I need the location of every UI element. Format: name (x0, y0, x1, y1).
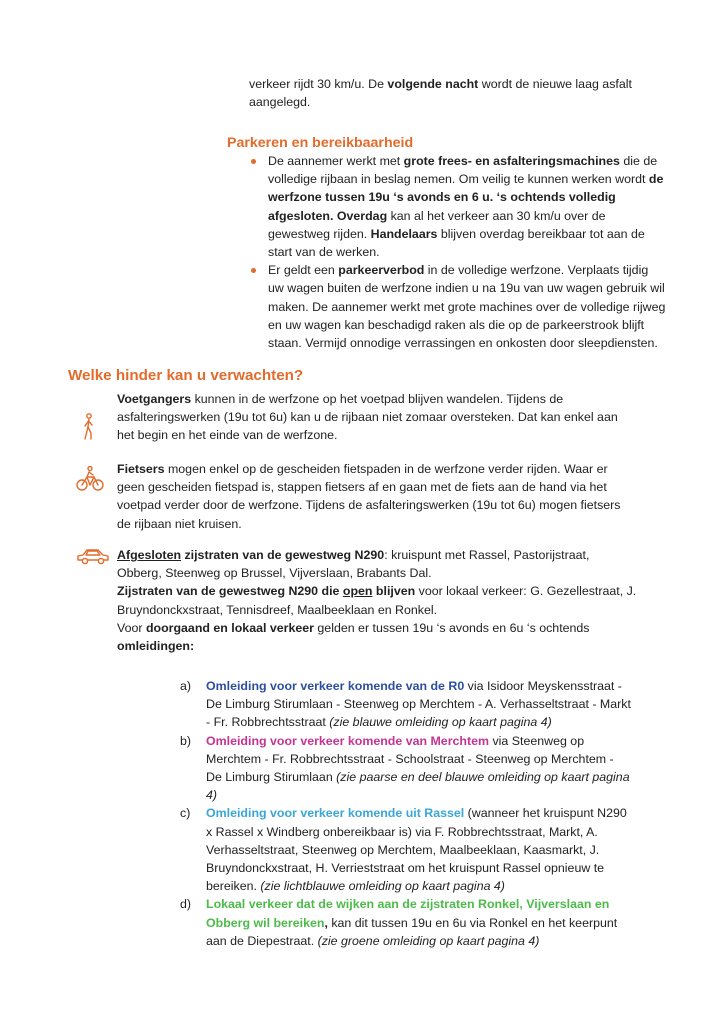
detours-list (180, 677, 632, 950)
detour-title: Omleiding voor verkeer komende uit Rassel (206, 806, 465, 821)
text: Voor (117, 620, 146, 635)
cyclists-paragraph (117, 460, 637, 533)
detour-text: via Steenweg op Merchtem - Fr. Robbrechtsstraat - Schoolstraat - Steenweg op Merchtem - De Limburg Stirumlaan (206, 733, 614, 785)
intro-paragraph (249, 75, 669, 111)
cyclists-text: mogen enkel op de gescheiden fietspaden in de werfzone verder rijden. Waar er geen gescheiden fietspad is, stappen fietsers af en gaan met de fiets aan de hand via het voetpad verder door de werfzone. Tijdens de asfalteringswerken (19u tot 6u) mogen fietsers de rijbaan niet kruisen. (117, 462, 621, 531)
list-marker: c) (180, 806, 191, 821)
pedestrian-label: Voetgangers (117, 392, 192, 406)
bold-text: parkeerverbod (338, 263, 425, 278)
detour-item-a (180, 677, 632, 732)
bold-text: Zijstraten van de gewestweg N290 die (117, 584, 343, 599)
underlined-text: open (342, 584, 373, 599)
detour-item-d (180, 895, 632, 950)
bold-text: de werfzone tussen 19u ‘s avonds en 6 u. ‘s ochtends volledig afgesloten. (268, 172, 664, 223)
pedestrian-text: kunnen in de werfzone op het voetpad blijven wandelen. Tijdens de asfalteringswerken (19u tot 6u) kan u de rijbaan niet zomaar oversteken. Dat kan enkel aan het begin en het einde van de werfzone. (117, 392, 618, 443)
text: die de volledige rijbaan in beslag nemen. Om veilig te kunnen werken wordt (268, 154, 658, 187)
underlined-text: Afgesloten (117, 548, 182, 562)
detour-comma: , (324, 915, 328, 930)
bold-text: zijstraten van de gewestweg N290 (181, 548, 385, 562)
detour-title: Omleiding voor verkeer komende van de R0 (206, 679, 465, 693)
bold-text: blijven (372, 584, 416, 599)
detour-item-b (180, 732, 632, 805)
parking-section (249, 152, 667, 352)
text: Er geldt een (268, 263, 339, 278)
detour-text: via Isidoor Meyskensstraat - De Limburg Stirumlaan - Steenweg op Merchtem - A. Verhasseltstraat - Markt - Fr. Robbrechtsstraat (206, 679, 631, 730)
detour-text: kan dit tussen 19u en 6u via Ronkel en het keerpunt aan de Diepestraat. (206, 915, 618, 948)
parking-bullet-2 (249, 261, 667, 352)
text: gelden er tussen 19u ‘s avonds en 6u ‘s ochtends (313, 620, 590, 635)
list-marker: a) (180, 679, 192, 693)
pedestrian-icon (78, 413, 100, 441)
bold-text: Handelaars (370, 226, 438, 241)
detour-note: (zie paarse en deel blauwe omleiding op kaart pagina 4) (206, 770, 630, 803)
intro-text: verkeer rijdt 30 km/u. De (249, 77, 388, 91)
open-streets (117, 582, 637, 618)
pedestrian-paragraph (117, 390, 637, 445)
bold-text: doorgaand en lokaal verkeer (145, 620, 314, 635)
parking-heading: Parkeren en bereikbaarheid (227, 135, 414, 151)
detour-text: (wanneer het kruispunt N290 x Rassel x Windberg onbereikbaar is) via F. Robbrechtsstraat, Markt, A. Verhasseltstraat, Steenweg op Merchtem, Maalbeeklaan, Kaasmarkt, J. Bruyndonckxstraat, H. Verrieststraat om het kruispunt Rassel opnieuw te bereiken. (206, 806, 627, 894)
bold-text: Overdag (336, 208, 388, 223)
detour-note: (zie lichtblauwe omleiding op kaart pagina 4) (260, 879, 505, 894)
closed-streets (117, 546, 637, 582)
bold-text: omleidingen: (117, 639, 195, 654)
text: : kruispunt met Rassel, Pastorijstraat, Obberg, Steenweg op Brussel, Vijverslaan, Brabants Dal. (117, 548, 590, 581)
text: blijven overdag bereikbaar tot aan de start van de werken. (268, 226, 645, 260)
text: in de volledige werfzone. Verplaats tijdig uw wagen buiten de werfzone indien u na 19u van uw wagen gebruik wil maken. De aannemer werkt met grote machines over de volledige rijweg en uw wagen kan beschadigd raken als die op de parkeerstrook blijft staan. Vermijd onnodige verrassingen en onkosten door sleepdiensten. (268, 263, 666, 351)
detour-note: (zie blauwe omleiding op kaart pagina 4) (329, 715, 552, 730)
detour-title: Omleiding voor verkeer komende van Merchtem (206, 733, 490, 748)
detour-item-c (180, 804, 632, 895)
text: voor lokaal verkeer: G. Gezellestraat, J. Bruyndonckxstraat, Tennisdreef, Maalbeeklaan en Ronkel. (117, 584, 637, 617)
intro-text-end: wordt de nieuwe laag asfalt aangelegd. (249, 77, 632, 110)
list-marker: b) (180, 733, 192, 748)
cars-section (117, 546, 637, 655)
car-icon (76, 546, 110, 566)
parking-bullet-1 (249, 152, 667, 261)
detour-note: (zie groene omleiding op kaart pagina 4) (317, 933, 540, 948)
detour-title: Lokaal verkeer dat de wijken aan de zijstraten Ronkel, Vijverslaan en Obberg wil bereiken (206, 897, 610, 930)
detour-intro (117, 619, 637, 655)
list-marker: d) (180, 897, 192, 912)
bicycle-icon (76, 465, 104, 493)
text: kan al het verkeer aan 30 km/u over de gewestweg rijden. (268, 208, 606, 241)
intro-bold: volgende nacht (387, 77, 479, 91)
hinder-heading: Welke hinder kan u verwachten? (68, 367, 304, 384)
text: De aannemer werkt met (268, 154, 404, 168)
cyclists-label: Fietsers (117, 462, 165, 476)
bold-text: grote frees- en asfalteringsmachines (403, 154, 620, 168)
